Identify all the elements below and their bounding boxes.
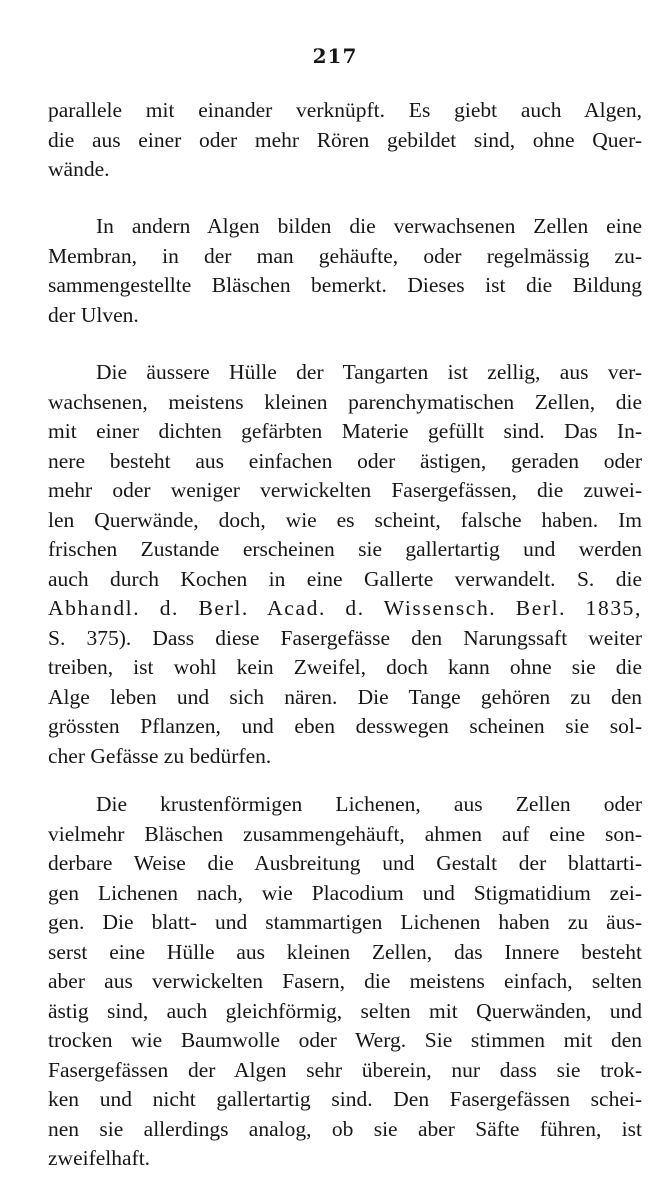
text-line: serst eine Hülle aus kleinen Zellen, das Innere besteht	[48, 939, 642, 964]
text-line: nen sie allerdings analog, ob sie aber Säfte führen, ist	[48, 1116, 642, 1141]
text-line: trocken wie Baumwolle oder Werg. Sie stimmen mit den	[48, 1028, 642, 1052]
text-line: parallele mit einander verknüpft. Es giebt auch Algen,	[48, 98, 642, 122]
text-line: die aus einer oder mehr Rören gebildet sind, ohne Quer-	[48, 127, 642, 152]
text-line: nere besteht aus einfachen oder ästigen, geraden oder	[48, 448, 642, 473]
text-line: treiben, ist wohl kein Zweifel, doch kann ohne sie die	[48, 655, 642, 679]
text-line: Fasergefässen der Algen sehr überein, nur dass sie trok-	[48, 1057, 642, 1082]
paragraph-3	[48, 358, 642, 771]
text-line: derbare Weise die Ausbreitung und Gestalt der blattarti-	[48, 851, 642, 875]
page-number: 217	[312, 44, 358, 68]
text-line: aber aus verwickelten Fasern, die meistens einfach, selten	[48, 969, 642, 993]
text-line: mehr oder weniger verwickelten Fasergefässen, die zuwei-	[48, 478, 642, 502]
text-line: gen Lichenen nach, wie Placodium und Stigmatidium zei-	[48, 880, 642, 905]
text-line: mit einer dichten gefärbten Materie gefüllt sind. Das In-	[48, 419, 642, 443]
text-line: len Querwände, doch, wie es scheint, falsche haben. Im	[48, 507, 642, 532]
paragraph-1	[48, 96, 642, 185]
text-line: Alge leben und sich nären. Die Tange gehören zu den	[48, 684, 642, 709]
text-line: vielmehr Bläschen zusammengehäuft, ahmen auf eine son-	[48, 821, 642, 846]
text-line: In andern Algen bilden die verwachsenen Zellen eine	[96, 214, 642, 238]
text-line: zweifelhaft.	[48, 1146, 151, 1170]
text-line: grössten Pflanzen, und eben desswegen scheinen sie sol-	[48, 714, 642, 738]
text-line: Die äussere Hülle der Tangarten ist zellig, aus ver-	[96, 360, 642, 384]
text-line: ken und nicht gallertartig sind. Den Fasergefässen schei-	[48, 1087, 642, 1111]
text-line: ästig sind, auch gleichförmig, selten mit Querwänden, und	[48, 998, 642, 1023]
text-line: frischen Zustande erscheinen sie gallertartig und werden	[48, 537, 642, 561]
text-line: S. 375). Dass diese Fasergefässe den Narungssaft weiter	[48, 625, 642, 650]
text-line: cher Gefässe zu bedürfen.	[48, 743, 272, 768]
text-line: gen. Die blatt- und stammartigen Lichenen haben zu äus-	[48, 910, 642, 934]
paragraph-2	[48, 212, 642, 330]
text-line: Die krustenförmigen Lichenen, aus Zellen oder	[96, 792, 642, 816]
text-line: Abhandl. d. Berl. Acad. d. Wissensch. Berl. 1835,	[48, 596, 642, 620]
paragraph-4	[48, 790, 642, 1174]
text-line: auch durch Kochen in eine Gallerte verwandelt. S. die	[48, 566, 642, 591]
text-line: der Ulven.	[48, 302, 139, 327]
text-line: wände.	[48, 157, 110, 181]
text-line: Membran, in der man gehäufte, oder regelmässig zu-	[48, 243, 642, 268]
text-line: sammengestellte Bläschen bemerkt. Dieses ist die Bildung	[48, 273, 642, 297]
text-line: wachsenen, meistens kleinen parenchymatischen Zellen, die	[48, 389, 642, 414]
